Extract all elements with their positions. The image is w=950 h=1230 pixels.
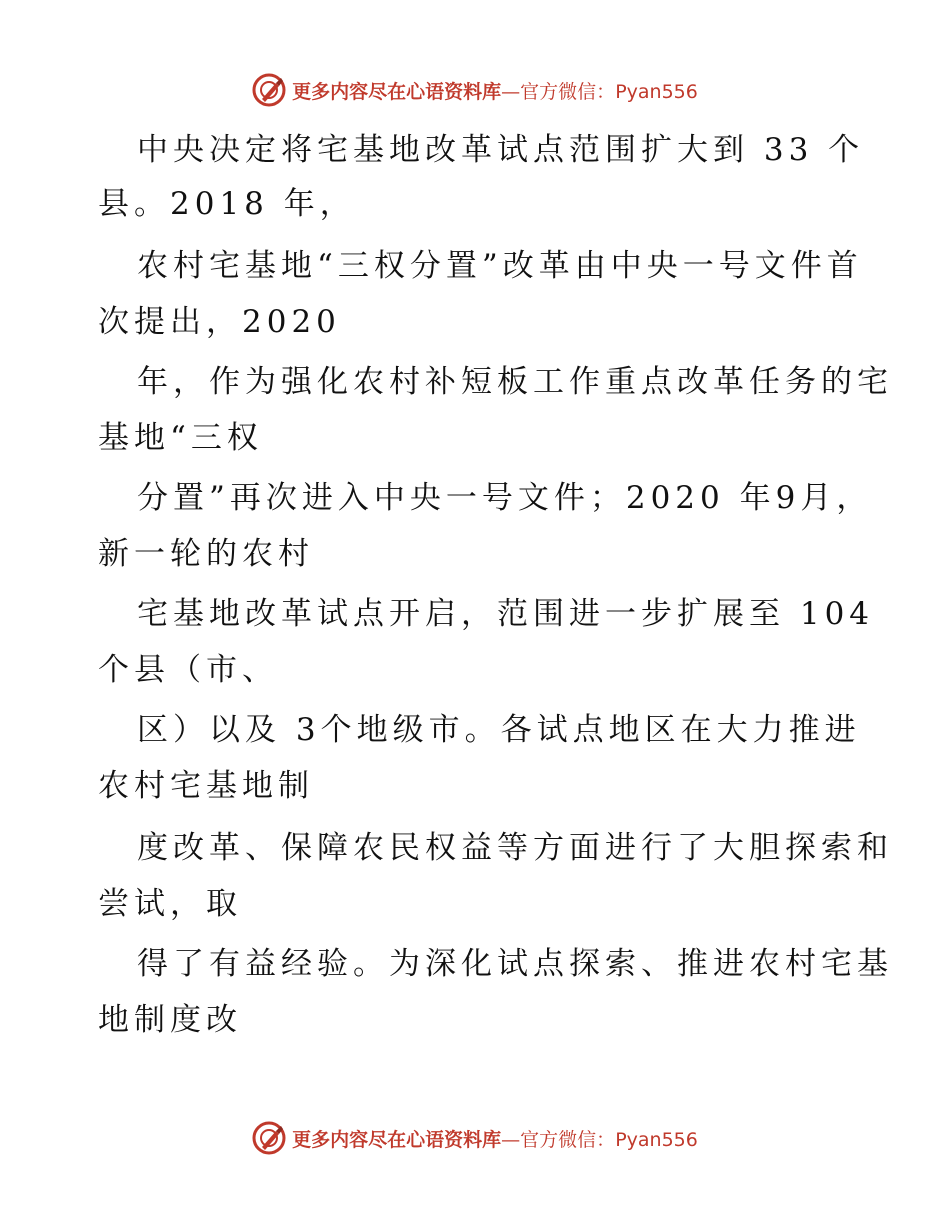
header-banner — [0, 70, 950, 110]
body-line-4: 次提出，2020 — [98, 304, 341, 340]
body-line-13: 度改革、保障农民权益等方面进行了大胆探索和 — [137, 830, 893, 866]
header-wechat-id: Pyan556 — [615, 80, 698, 103]
footer-site-name: 更多内容尽在心语资料库 — [292, 1128, 502, 1151]
footer-banner-text — [292, 1125, 698, 1152]
pen-logo-icon — [252, 73, 286, 107]
pen-logo-icon — [252, 1121, 286, 1155]
body-line-10: 个县（市、 — [98, 652, 278, 688]
body-line-12: 农村宅基地制 — [98, 768, 314, 804]
body-line-1: 中央决定将宅基地改革试点范围扩大到 33 个 — [137, 132, 865, 168]
footer-wechat-label: 官方微信： — [520, 1128, 616, 1151]
header-wechat-label: 官方微信： — [520, 80, 616, 103]
footer-dash: — — [501, 1128, 521, 1151]
header-banner-text — [292, 77, 698, 104]
body-line-16: 地制度改 — [98, 1002, 242, 1038]
body-line-6: 基地“三权 — [98, 420, 263, 456]
body-line-5: 年，作为强化农村补短板工作重点改革任务的宅 — [137, 364, 893, 400]
body-line-9: 宅基地改革试点开启，范围进一步扩展至 104 — [137, 596, 875, 632]
body-line-8: 新一轮的农村 — [98, 536, 314, 572]
header-dash: — — [501, 80, 521, 103]
footer-wechat-id: Pyan556 — [615, 1128, 698, 1151]
body-line-14: 尝试，取 — [98, 886, 242, 922]
header-site-name: 更多内容尽在心语资料库 — [292, 80, 502, 103]
body-line-11: 区）以及 3个地级市。各试点地区在大力推进 — [137, 712, 861, 748]
body-line-7: 分置”再次进入中央一号文件；2020 年9月， — [137, 480, 873, 516]
body-line-2: 县。2018 年， — [98, 186, 356, 222]
body-line-15: 得了有益经验。为深化试点探索、推进农村宅基 — [137, 946, 893, 982]
footer-banner — [0, 1118, 950, 1158]
body-line-3: 农村宅基地“三权分置”改革由中央一号文件首 — [137, 248, 863, 284]
